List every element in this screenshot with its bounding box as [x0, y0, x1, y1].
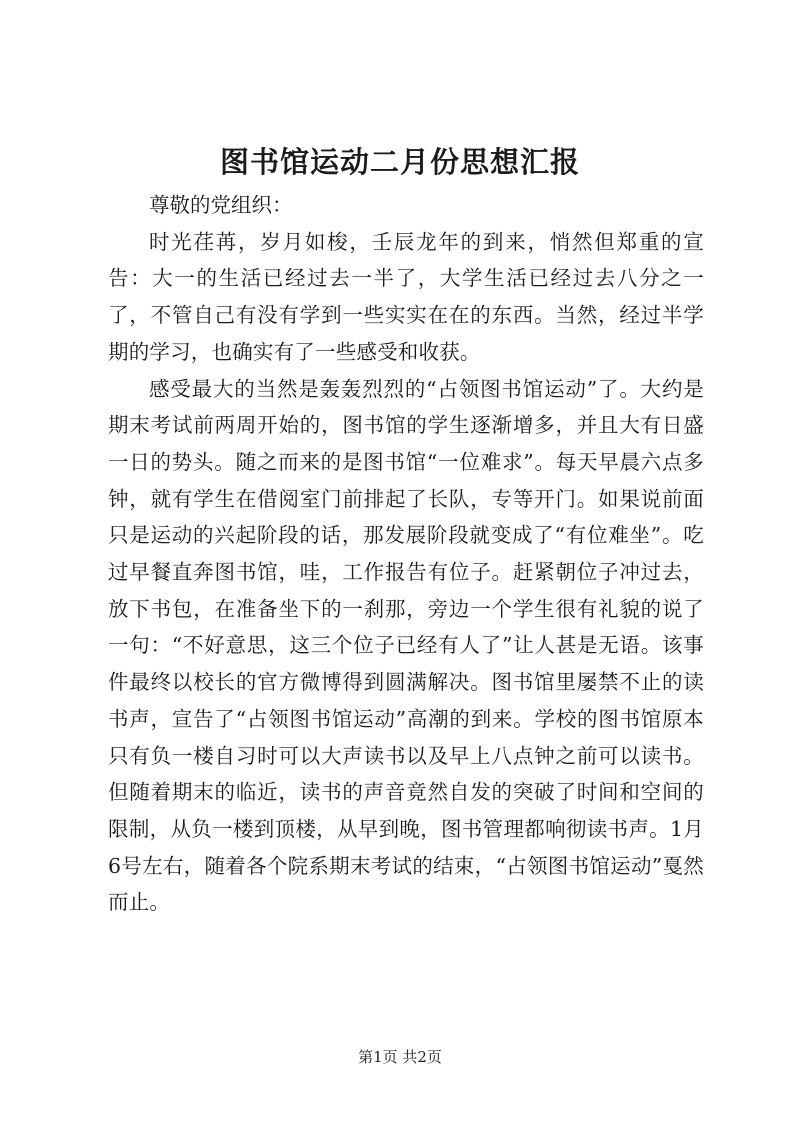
page-title: 图书馆运动二月份思想汇报: [219, 145, 580, 179]
document-body: [108, 187, 704, 921]
paragraph-1: 时光荏苒，岁月如梭，壬辰龙年的到来，悄然但郑重的宣告：大一的生活已经过去一半了，大学生活已经过去八分之一了，不管自己有没有学到一些实实在在的东西。当然，经过半学期的学习，也确实有了一些感受和收获。: [108, 229, 704, 364]
page-footer: 第1页 共2页: [358, 1048, 442, 1066]
paragraph-2: 感受最大的当然是轰轰烈烈的“占领图书馆运动”了。大约是期末考试前两周开始的，图书馆的学生逐渐增多，并且大有日盛一日的势头。随之而来的是图书馆“一位难求”。每天早晨六点多钟，就有学生在借阅室门前排起了长队，专等开门。如果说前面只是运动的兴起阶段的话，那发展阶段就变成了“有位难坐”。吃过早餐直奔图书馆，哇，工作报告有位子。赶紧朝位子冲过去，放下书包，在准备坐下的一刹那，旁边一个学生很有礼貌的说了一句：“不好意思，这三个位子已经有人了”让人甚是无语。该事件最终以校长的官方微博得到圆满解决。图书馆里屡禁不止的读书声，宣告了“占领图书馆运动”高潮的到来。学校的图书馆原本只有负一楼自习时可以大声读书以及早上八点钟之前可以读书。但随着期末的临近，读书的声音竟然自发的突破了时间和空间的限制，从负一楼到顶楼，从早到晚，图书管理都响彻读书声。1月6号左右，随着各个院系期末考试的结束，“占领图书馆运动”戛然而止。: [108, 376, 704, 915]
salutation: 尊敬的党组织：: [149, 193, 293, 217]
